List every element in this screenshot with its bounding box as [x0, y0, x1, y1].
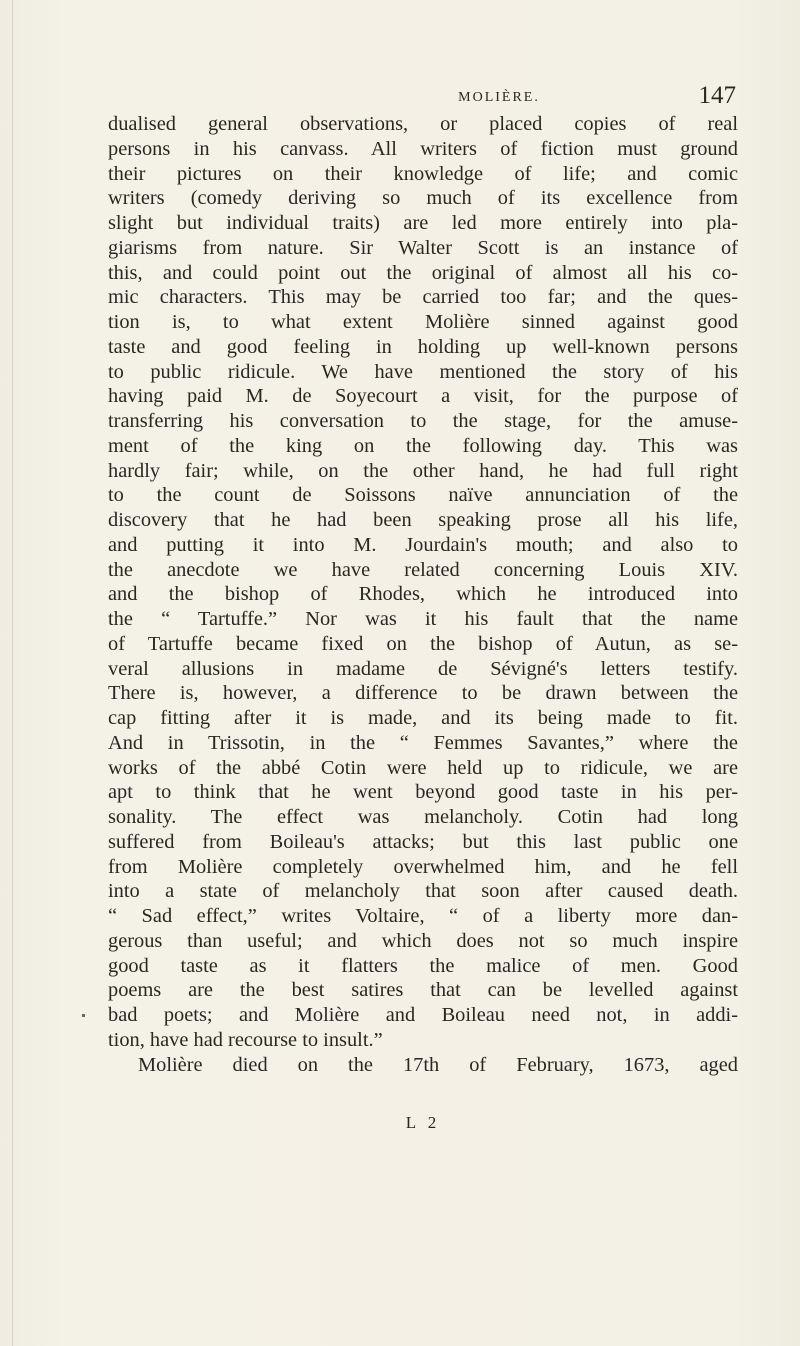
- text-line: apt to think that he went beyond good taste in his per-: [108, 781, 738, 804]
- text-line: There is, however, a difference to be drawn between the: [108, 682, 738, 705]
- text-line: having paid M. de Soyecourt a visit, for the purpose of: [108, 385, 738, 408]
- text-line: to public ridicule. We have mentioned the story of his: [108, 360, 738, 383]
- body-text: [108, 112, 738, 1077]
- text-line: works of the abbé Cotin were held up to ridicule, we are: [108, 756, 738, 779]
- text-line: the “ Tartuffe.” Nor was it his fault that the name: [108, 608, 738, 630]
- text-line: And in Trissotin, in the “ Femmes Savantes,” where the: [108, 731, 738, 754]
- text-line: tion, have had recourse to insult.”: [108, 1028, 383, 1051]
- text-line: Molière died on the 17th of February, 1673, aged: [138, 1053, 738, 1076]
- text-line: persons in his canvass. All writers of fiction must ground: [108, 137, 738, 160]
- text-line: this, and could point out the original of almost all his co-: [108, 261, 738, 284]
- text-line: to the count de Soissons naïve annunciation of the: [108, 484, 738, 507]
- page-edge-shadow: [12, 0, 13, 1346]
- text-line: taste and good feeling in holding up well-known persons: [108, 335, 738, 358]
- text-line: discovery that he had been speaking prose all his life,: [108, 509, 738, 531]
- text-line: hardly fair; while, on the other hand, he had full right: [108, 459, 738, 482]
- text-line: poems are the best satires that can be levelled against: [108, 979, 738, 1002]
- text-line: sonality. The effect was melancholy. Cotin had long: [108, 806, 738, 828]
- text-line: gerous than useful; and which does not so much inspire: [108, 929, 738, 952]
- text-line: their pictures on their knowledge of life; and comic: [108, 162, 738, 185]
- text-line: ment of the king on the following day. This was: [108, 434, 738, 457]
- text-line: giarisms from nature. Sir Walter Scott is an instance of: [108, 236, 738, 259]
- text-line: and putting it into M. Jourdain's mouth; and also to: [108, 533, 738, 556]
- running-head: MOLIÈRE.: [458, 90, 540, 105]
- margin-mark: [82, 1014, 85, 1017]
- text-line: writers (comedy deriving so much of its excellence from: [108, 187, 738, 210]
- text-line: “ Sad effect,” writes Voltaire, “ of a liberty more dan-: [108, 905, 738, 927]
- text-line: veral allusions in madame de Sévigné's letters testify.: [108, 657, 738, 680]
- text-line: mic characters. This may be carried too far; and the ques-: [108, 286, 738, 309]
- text-line: the anecdote we have related concerning Louis XIV.: [108, 558, 738, 581]
- signature-mark: L 2: [405, 1113, 441, 1132]
- text-line: transferring his conversation to the stage, for the amuse-: [108, 410, 738, 432]
- text-line: from Molière completely overwhelmed him, and he fell: [108, 855, 738, 878]
- text-line: into a state of melancholy that soon after caused death.: [108, 880, 738, 903]
- text-line: tion is, to what extent Molière sinned against good: [108, 311, 738, 333]
- text-line: dualised general observations, or placed copies of real: [108, 113, 738, 135]
- text-line: bad poets; and Molière and Boileau need not, in addi-: [108, 1004, 738, 1026]
- text-line: and the bishop of Rhodes, which he introduced into: [108, 583, 738, 606]
- text-line: suffered from Boileau's attacks; but this last public one: [108, 830, 738, 853]
- page-number: 147: [698, 82, 736, 109]
- text-line: cap fitting after it is made, and its being made to fit.: [108, 707, 738, 729]
- text-line: of Tartuffe became fixed on the bishop of Autun, as se-: [108, 632, 738, 655]
- text-line: slight but individual traits) are led more entirely into pla-: [108, 212, 738, 234]
- text-line: good taste as it flatters the malice of men. Good: [108, 954, 738, 977]
- page-header: [262, 82, 736, 112]
